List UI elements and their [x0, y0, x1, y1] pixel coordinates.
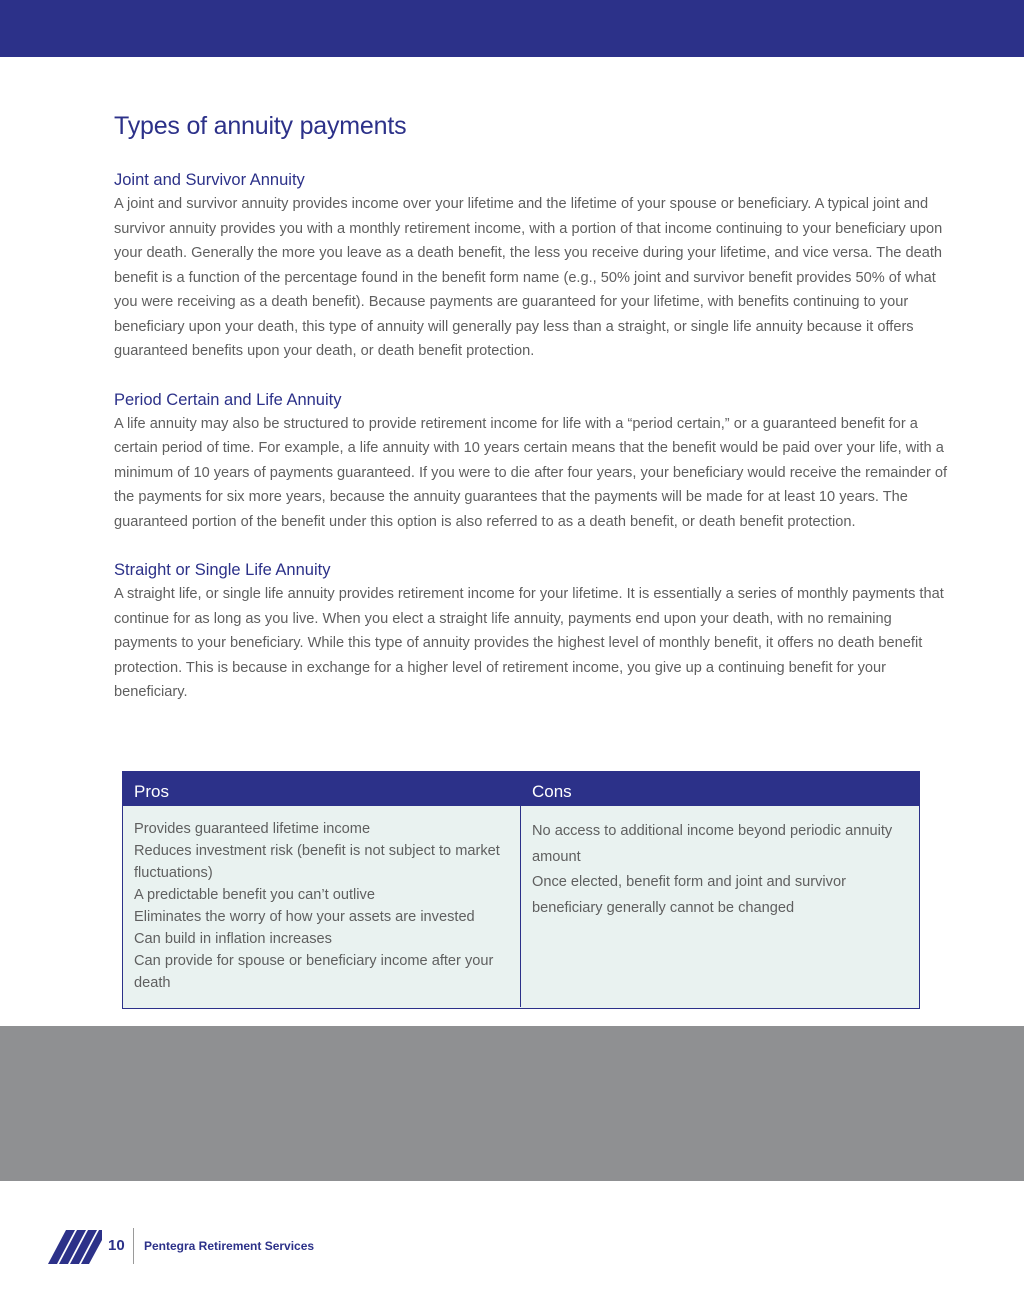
- pros-item: Can build in inflation increases: [134, 931, 332, 947]
- section-body: A joint and survivor annuity provides income over your lifetime and the lifetime of your spouse or beneficiary. A typical joint and survivor annuity provides you with a monthly retirement income, with a portion of that income continuing to your beneficiary upon your death. Generally the more you leave as a death benefit, the less you receive during your lifetime, and vice versa. The death benefit is a function of the percentage found in the benefit form name (e.g., 50% joint and survivor benefit provides 50% of what you were receiving as a death benefit). Because payments are guaranteed for your lifetime, with benefits continuing to your beneficiary upon your death, this type of annuity will generally pay less than a straight, or single life annuity because it offers guaranteed benefits upon your death, or death benefit protection.: [114, 196, 943, 359]
- cons-column: [521, 806, 919, 1007]
- section-heading: Straight or Single Life Annuity: [114, 561, 331, 579]
- pros-item: Eliminates the worry of how your assets are invested: [134, 909, 475, 925]
- footer-divider: [133, 1228, 134, 1264]
- pros-item: Can provide for spouse or beneficiary income after your death: [134, 953, 494, 991]
- page-content: [114, 106, 959, 705]
- page-number: 10: [108, 1237, 125, 1254]
- cons-item: No access to additional income beyond periodic annuity amount: [532, 823, 893, 865]
- pentegra-stripes-logo-icon: [48, 1228, 102, 1266]
- pros-cons-body: [123, 806, 919, 1007]
- page-title: Types of annuity payments: [114, 112, 407, 140]
- section-body: A straight life, or single life annuity provides retirement income for your lifetime. It is essentially a series of monthly payments that continue for as long as you live. When you elect a straight life annuity, payments end upon your death, with no remaining payments to your beneficiary. While this type of annuity provides the highest level of monthly benefit, it offers no death benefit protection. This is because in exchange for a higher level of retirement income, you give up a continuing benefit for your beneficiary.: [114, 586, 944, 700]
- pros-item: Reduces investment risk (benefit is not subject to market fluctuations): [134, 843, 500, 881]
- page-footer: [48, 1228, 448, 1266]
- pros-cons-table: [122, 771, 920, 1009]
- pros-column: [123, 806, 521, 1007]
- section-period-certain: [114, 388, 959, 535]
- pros-cons-header: [123, 772, 919, 806]
- pros-item: Provides guaranteed lifetime income: [134, 821, 371, 837]
- section-heading: Period Certain and Life Annuity: [114, 390, 342, 409]
- pros-item: A predictable benefit you can’t outlive: [134, 887, 375, 903]
- cons-heading: Cons: [532, 782, 572, 801]
- section-heading: Joint and Survivor Annuity: [114, 171, 305, 189]
- cons-item: Once elected, benefit form and joint and survivor beneficiary generally cannot be changed: [532, 874, 846, 916]
- section-joint-survivor: [114, 168, 959, 364]
- pros-heading: Pros: [134, 782, 169, 801]
- section-single-life: [114, 558, 959, 705]
- header-band: [0, 0, 1024, 57]
- section-body: A life annuity may also be structured to provide retirement income for life with a “period certain,” or a guaranteed benefit for a certain period of time. For example, a life annuity with 10 years certain means that the benefit would be paid over your life, with a minimum of 10 years of payments guaranteed. If you were to die after four years, your beneficiary would receive the remainder of the payments for six more years, because the annuity guarantees that the payments will be made for at least 10 years. The guaranteed portion of the benefit under this option is also referred to as a death benefit, or death benefit protection.: [114, 415, 948, 530]
- company-name: Pentegra Retirement Services: [144, 1239, 315, 1253]
- gray-band: [0, 1026, 1024, 1181]
